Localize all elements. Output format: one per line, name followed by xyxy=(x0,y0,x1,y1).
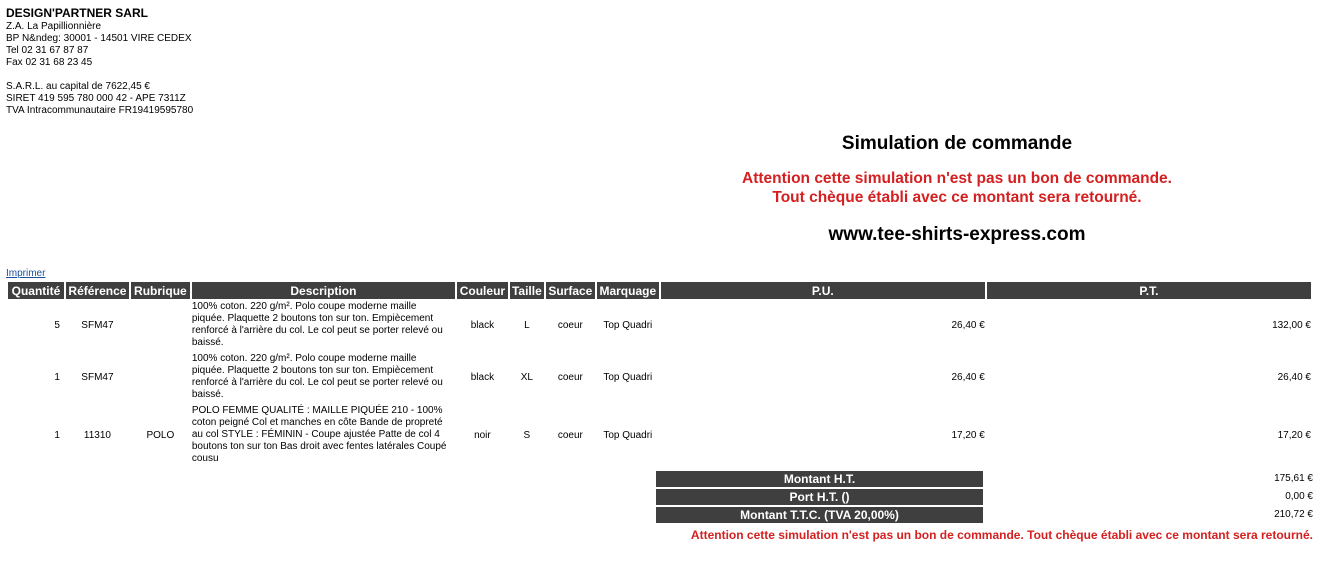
total-ht-value: 175,61 € xyxy=(1274,473,1313,484)
total-ttc-row xyxy=(656,507,1313,523)
company-tva: TVA Intracommunautaire FR19419595780 xyxy=(6,105,194,116)
company-name: DESIGN'PARTNER SARL xyxy=(6,6,148,20)
col-rubrique: Rubrique xyxy=(131,282,190,299)
warning-line-1: Attention cette simulation n'est pas un bon de commande. xyxy=(742,170,1172,187)
cell-rubrique xyxy=(131,299,190,351)
totals-block xyxy=(656,471,1313,525)
company-tel: Tel 02 31 67 87 87 xyxy=(6,45,89,56)
cell-pt: 132,00 € xyxy=(1272,319,1311,331)
cell-rubrique xyxy=(131,351,190,403)
col-description: Description xyxy=(192,282,455,299)
cell-couleur: black xyxy=(470,319,495,331)
table-row xyxy=(8,299,1311,351)
company-address-line1: Z.A. La Papillionnière xyxy=(6,21,102,32)
cell-pu: 26,40 € xyxy=(951,319,985,331)
simulation-header xyxy=(656,132,1258,247)
cell-taille: XL xyxy=(520,371,533,383)
cell-pt: 26,40 € xyxy=(1277,371,1311,383)
col-surface: Surface xyxy=(546,282,595,299)
company-siret: SIRET 419 595 780 000 42 - APE 7311Z xyxy=(6,93,186,104)
cell-couleur: noir xyxy=(474,429,491,441)
cell-quantite: 5 xyxy=(54,319,60,331)
cell-reference: 11310 xyxy=(83,429,111,441)
col-marquage: Marquage xyxy=(597,282,659,299)
order-table xyxy=(6,282,1313,467)
cell-taille: L xyxy=(524,319,530,331)
cell-marquage: Top Quadri xyxy=(603,429,653,441)
port-ht-value: 0,00 € xyxy=(1285,491,1313,502)
cell-description: 100% coton. 220 g/m². Polo coupe moderne maille piquée. Plaquette 2 boutons ton sur ton. Empiècement renforcé à l'arrière du col. Le col peut se porter relevé ou baissé. xyxy=(191,301,443,348)
cell-surface: coeur xyxy=(557,319,583,331)
total-ttc-value: 210,72 € xyxy=(1274,509,1313,520)
col-pu: P.U. xyxy=(661,282,985,299)
cell-pt: 17,20 € xyxy=(1277,429,1311,441)
footer-warning: Attention cette simulation n'est pas un bon de commande. Tout chèque établi avec ce montant sera retourné. xyxy=(690,528,1313,542)
col-taille: Taille xyxy=(510,282,544,299)
company-address-line2: BP N&ndeg: 30001 - 14501 VIRE CEDEX xyxy=(6,33,192,44)
table-row xyxy=(8,403,1311,467)
table-row xyxy=(8,351,1311,403)
total-ht-row xyxy=(656,471,1313,487)
cell-surface: coeur xyxy=(557,371,583,383)
cell-reference: SFM47 xyxy=(81,371,114,383)
table-header-row xyxy=(8,282,1311,299)
cell-surface: coeur xyxy=(557,429,583,441)
cell-quantite: 1 xyxy=(54,429,60,441)
company-info xyxy=(6,6,193,117)
print-link[interactable]: Imprimer xyxy=(6,268,46,279)
warning-line-2: Tout chèque établi avec ce montant sera retourné. xyxy=(772,189,1142,206)
cell-rubrique: POLO xyxy=(146,429,175,441)
website-url: www.tee-shirts-express.com xyxy=(828,224,1086,245)
warning-message xyxy=(656,169,1258,207)
port-ht-row xyxy=(656,489,1313,505)
cell-taille: S xyxy=(523,429,531,441)
col-reference: Référence xyxy=(66,282,129,299)
cell-description: 100% coton. 220 g/m². Polo coupe moderne maille piquée. Plaquette 2 boutons ton sur ton. Empiècement renforcé à l'arrière du col. Le col peut se porter relevé ou baissé. xyxy=(191,353,443,400)
cell-couleur: black xyxy=(470,371,495,383)
cell-marquage: Top Quadri xyxy=(603,319,653,331)
total-ht-label: Montant H.T. xyxy=(656,471,983,487)
col-quantite: Quantité xyxy=(8,282,64,299)
col-couleur: Couleur xyxy=(457,282,508,299)
cell-quantite: 1 xyxy=(54,371,60,383)
cell-pu: 17,20 € xyxy=(951,429,985,441)
cell-description: POLO FEMME QUALITÉ : MAILLE PIQUÉE 210 - 100% coton peigné Col et manches en côte Bande de propreté au col STYLE : FÉMININ - Coupe ajustée Patte de col 4 boutons ton sur ton Bas droit avec fentes latérales Coupé cousu xyxy=(191,405,447,464)
company-fax: Fax 02 31 68 23 45 xyxy=(6,57,93,68)
cell-pu: 26,40 € xyxy=(951,371,985,383)
cell-marquage: Top Quadri xyxy=(603,371,653,383)
port-ht-label: Port H.T. () xyxy=(656,489,983,505)
company-capital: S.A.R.L. au capital de 7622,45 € xyxy=(6,81,150,92)
page-title: Simulation de commande xyxy=(841,133,1073,154)
cell-reference: SFM47 xyxy=(81,319,114,331)
total-ttc-label: Montant T.T.C. (TVA 20,00%) xyxy=(656,507,983,523)
col-pt: P.T. xyxy=(987,282,1311,299)
